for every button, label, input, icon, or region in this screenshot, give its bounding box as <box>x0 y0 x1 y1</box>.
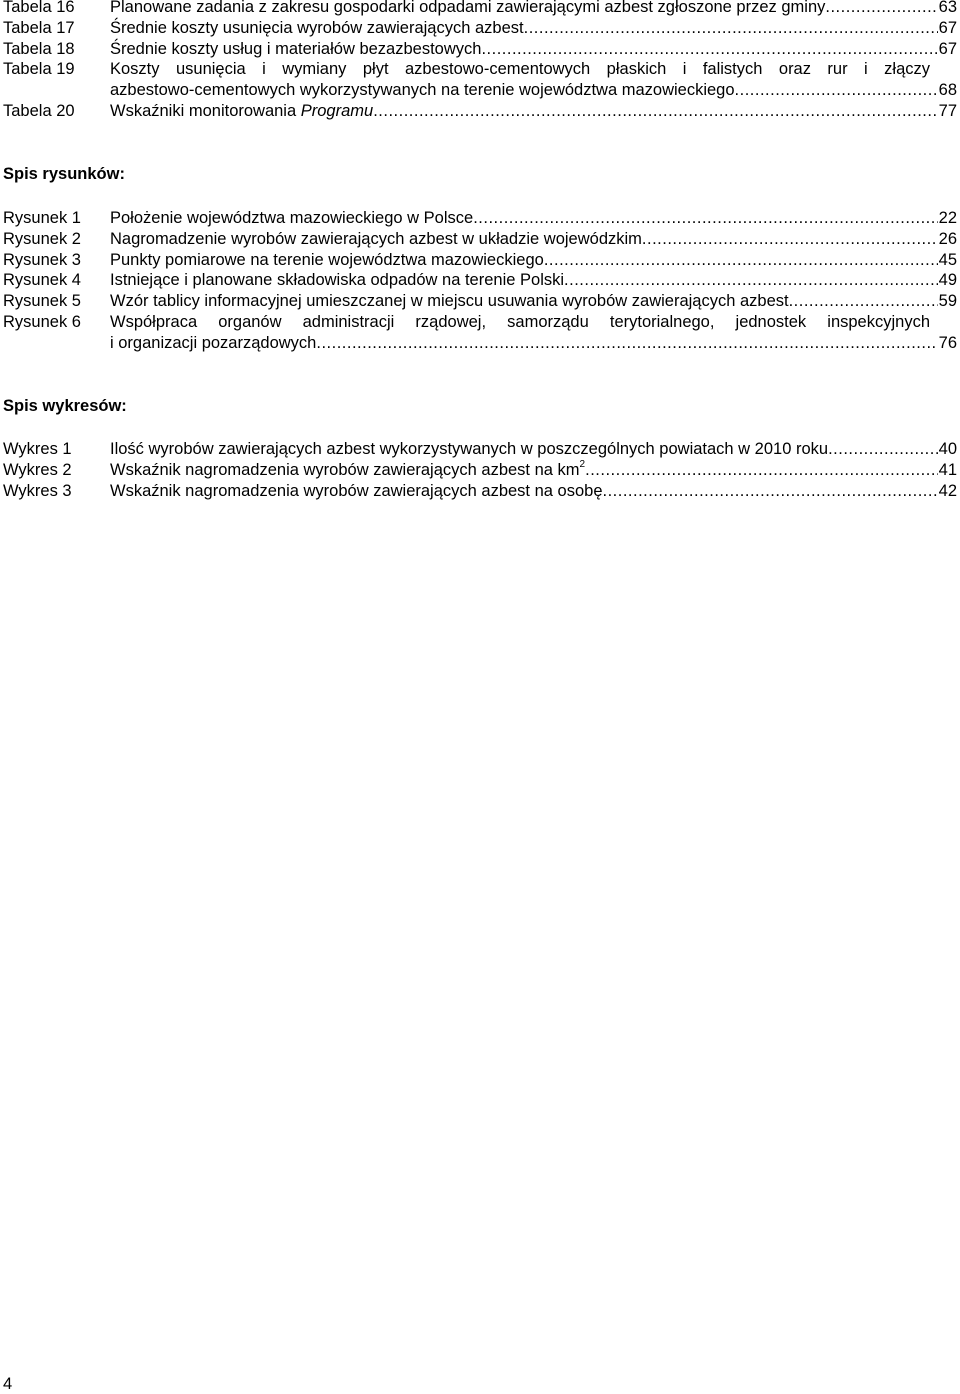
dot-leader <box>642 229 938 250</box>
entry-label: Tabela 19 <box>3 60 75 79</box>
dot-leader <box>373 101 937 122</box>
page-ref: 67 <box>938 18 957 37</box>
toc-entry-rysunek-5[interactable] <box>3 291 957 312</box>
entry-title: Punkty pomiarowe na terenie województwa mazowieckiego <box>110 250 544 269</box>
charts-heading: Spis wykresów: <box>3 397 127 415</box>
page-ref: 45 <box>938 250 957 269</box>
entry-label: Tabela 17 <box>3 18 75 37</box>
toc-entry-tabela-16[interactable] <box>3 0 957 18</box>
dot-leader <box>316 333 937 354</box>
figures-list <box>3 208 957 354</box>
entry-label: Wykres 3 <box>3 481 72 500</box>
toc-entry-tabela-17[interactable] <box>3 18 957 39</box>
entry-label: Rysunek 5 <box>3 292 81 311</box>
page-ref: 63 <box>938 0 957 16</box>
entry-title: Nagromadzenie wyrobów zawierających azbest w układzie wojewódzkim <box>110 229 642 248</box>
dot-leader <box>828 439 938 460</box>
entry-title: Wskaźniki monitorowania <box>110 101 301 120</box>
entry-title: Planowane zadania z zakresu gospodarki odpadami zawierającymi azbest zgłoszone przez gminy <box>110 0 826 16</box>
entry-title: azbestowo-cementowych wykorzystywanych na terenie województwa mazowieckiego <box>110 81 735 100</box>
entry-label: Tabela 18 <box>3 39 75 58</box>
toc-entry-rysunek-3[interactable] <box>3 250 957 271</box>
entry-title: Ilość wyrobów zawierających azbest wykorzystywanych w poszczególnych powiatach w 2010 roku <box>110 440 829 458</box>
dot-leader <box>789 291 938 312</box>
entry-label: Rysunek 1 <box>3 209 81 227</box>
toc-entry-rysunek-2[interactable] <box>3 229 957 250</box>
page-ref: 77 <box>938 101 957 120</box>
entry-label: Rysunek 6 <box>3 312 81 331</box>
entry-label: Rysunek 2 <box>3 229 81 248</box>
page-ref: 26 <box>938 229 957 248</box>
entry-label: Wykres 2 <box>3 460 72 479</box>
page-number: 4 <box>3 1375 13 1393</box>
figures-heading: Spis rysunków: <box>3 165 125 183</box>
page-ref: 22 <box>938 209 957 227</box>
superscript: 2 <box>579 459 586 471</box>
page-ref: 42 <box>938 481 957 500</box>
entry-title: i organizacji pozarządowych <box>110 333 317 352</box>
dot-leader <box>735 80 938 101</box>
tables-list <box>3 0 957 122</box>
toc-entry-wykres-3[interactable] <box>3 481 957 502</box>
dot-leader <box>603 481 938 502</box>
toc-entry-tabela-18[interactable] <box>3 39 957 60</box>
page-ref: 40 <box>938 440 957 458</box>
entry-title: Wskaźnik nagromadzenia wyrobów zawierających azbest na osobę <box>110 481 603 500</box>
entry-label: Rysunek 4 <box>3 271 81 290</box>
entry-label: Tabela 16 <box>3 0 75 16</box>
entry-title: Średnie koszty usług i materiałów bezazbestowych <box>110 39 482 58</box>
page-ref: 76 <box>938 333 957 352</box>
entry-label: Wykres 1 <box>3 440 72 458</box>
toc-entry-tabela-20[interactable] <box>3 101 957 122</box>
toc-entry-rysunek-6[interactable] <box>3 312 957 354</box>
entry-title: Istniejące i planowane składowiska odpadów na terenie Polski <box>110 271 565 290</box>
entry-title: Wzór tablicy informacyjnej umieszczanej w miejscu usuwania wyrobów zawierających azbest <box>110 292 789 311</box>
page-ref: 67 <box>938 39 957 58</box>
toc-entry-rysunek-1[interactable] <box>3 208 957 229</box>
page-ref: 49 <box>938 271 957 290</box>
page-ref: 41 <box>938 460 957 479</box>
entry-title: Średnie koszty usunięcia wyrobów zawierających azbest <box>110 18 524 37</box>
toc-entry-rysunek-4[interactable] <box>3 270 957 291</box>
entry-title-line1: Koszty usunięcia i wymiany płyt azbestowo-cementowych płaskich i falistych oraz rur i złączy <box>110 60 930 79</box>
dot-leader <box>544 250 938 271</box>
dot-leader <box>473 208 937 229</box>
dot-leader <box>585 460 938 481</box>
dot-leader <box>481 39 937 60</box>
page-ref: 68 <box>938 81 957 100</box>
entry-label: Rysunek 3 <box>3 250 81 269</box>
entry-title: Położenie województwa mazowieckiego w Polsce <box>110 209 474 227</box>
entry-title: Wskaźnik nagromadzenia wyrobów zawierających azbest na km <box>110 460 580 479</box>
page-ref: 59 <box>938 292 957 311</box>
toc-entry-wykres-1[interactable] <box>3 439 957 460</box>
entry-label: Tabela 20 <box>3 101 75 120</box>
dot-leader <box>524 18 938 39</box>
charts-list <box>3 439 957 501</box>
dot-leader <box>564 270 938 291</box>
entry-title-italic: Programu <box>300 101 374 120</box>
toc-entry-tabela-19[interactable] <box>3 59 957 101</box>
toc-entry-wykres-2[interactable] <box>3 460 957 481</box>
entry-title-line1: Współpraca organów administracji rządowej, samorządu terytorialnego, jednostek inspekcyjnych <box>110 312 930 331</box>
dot-leader <box>825 0 937 18</box>
